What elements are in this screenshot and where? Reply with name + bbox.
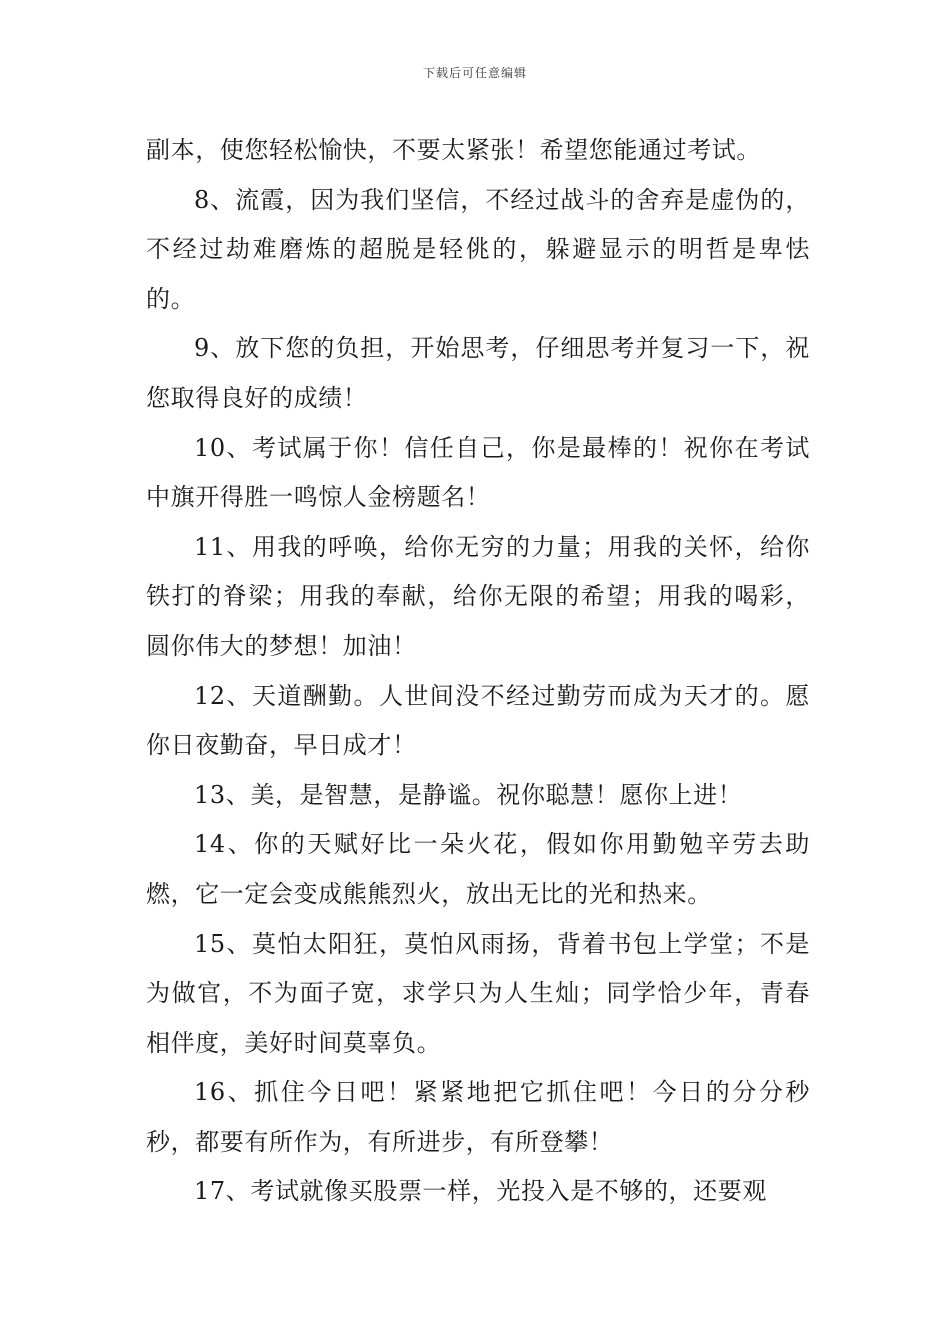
paragraph: 14、你的天赋好比一朵火花，假如你用勤勉辛劳去助燃，它一定会变成熊熊烈火，放出无比的光和热来。 xyxy=(146,830,810,908)
paragraph: 11、用我的呼唤，给你无穷的力量；用我的关怀，给你铁打的脊梁；用我的奉献，给你无限的希望；用我的喝彩，圆你伟大的梦想！加油！ xyxy=(146,532,810,660)
paragraph: 9、放下您的负担，开始思考，仔细思考并复习一下，祝您取得良好的成绩！ xyxy=(146,334,810,412)
paragraph: 16、抓住今日吧！紧紧地把它抓住吧！今日的分分秒秒，都要有所作为，有所进步，有所登攀！ xyxy=(146,1078,810,1156)
document-body xyxy=(146,126,810,1217)
paragraph: 12、天道酬勤。人世间没不经过勤劳而成为天才的。愿你日夜勤奋，早日成才！ xyxy=(146,681,810,760)
page-header: 下载后可任意编辑 xyxy=(422,66,527,80)
paragraph: 10、考试属于你！信任自己，你是最棒的！祝你在考试中旗开得胜一鸣惊人金榜题名！ xyxy=(146,433,810,512)
paragraph: 15、莫怕太阳狂，莫怕风雨扬，背着书包上学堂；不是为做官，不为面子宽，求学只为人生灿；同学恰少年，青春相伴度，美好时间莫辜负。 xyxy=(146,929,810,1057)
paragraph: 8、流霞，因为我们坚信，不经过战斗的舍弃是虚伪的，不经过劫难磨炼的超脱是轻佻的，躲避显示的明哲是卑怯的。 xyxy=(146,185,810,313)
paragraph: 13、美，是智慧，是静谧。祝你聪慧！愿你上进！ xyxy=(194,780,743,809)
paragraph: 17、考试就像买股票一样，光投入是不够的，还要观 xyxy=(194,1177,767,1206)
paragraph: 副本，使您轻松愉快，不要太紧张！希望您能通过考试。 xyxy=(146,136,761,164)
